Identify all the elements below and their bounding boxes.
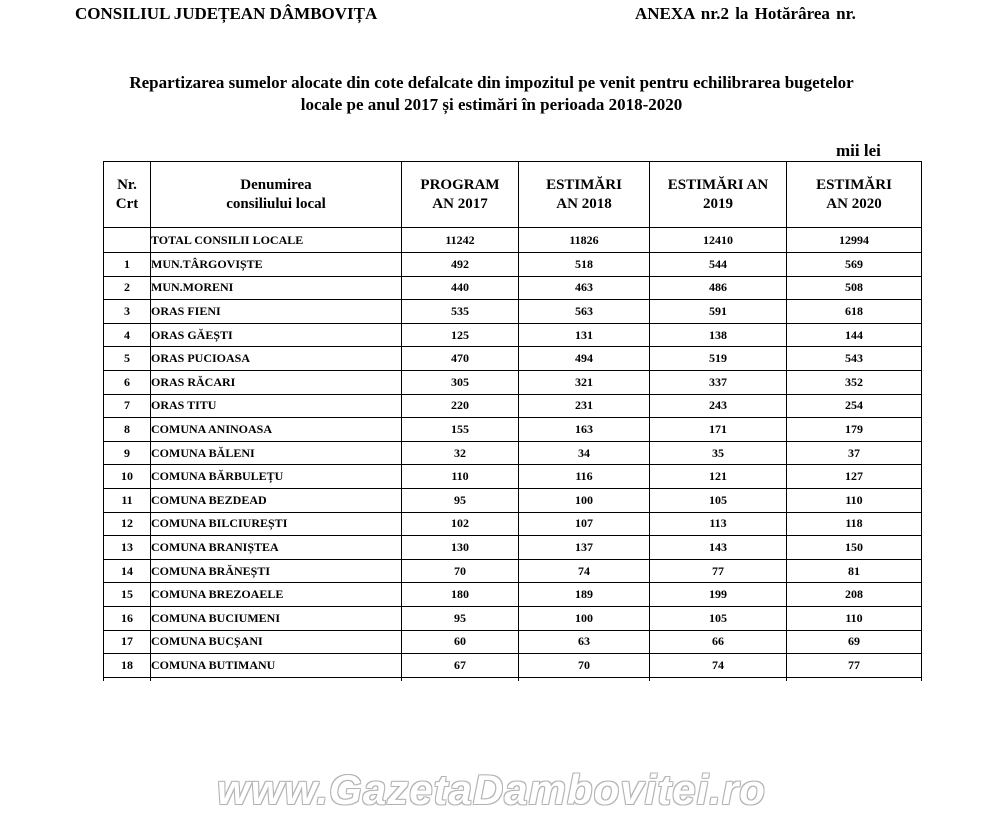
2020-cell: 127	[787, 465, 922, 489]
nr-cell: 11	[104, 488, 151, 512]
continuation-cell	[151, 677, 402, 681]
col-header-name	[151, 162, 402, 228]
nr-cell: 9	[104, 441, 151, 465]
2017-cell: 125	[402, 323, 519, 347]
name-cell: COMUNA BEZDEAD	[151, 488, 402, 512]
name-cell: MUN.TÂRGOVIȘTE	[151, 253, 402, 277]
2018-cell: 463	[519, 276, 650, 300]
unit-label: mii lei	[836, 141, 881, 160]
2019-cell: 486	[650, 276, 787, 300]
table-row	[104, 654, 922, 678]
nr-cell: 12	[104, 512, 151, 536]
table-header-row	[104, 162, 922, 228]
2018-cell: 231	[519, 394, 650, 418]
2019-cell: 243	[650, 394, 787, 418]
2017-cell: 95	[402, 488, 519, 512]
nr-cell: 7	[104, 394, 151, 418]
name-cell: COMUNA BRĂNEȘTI	[151, 559, 402, 583]
2020-cell: 110	[787, 488, 922, 512]
total-2017-cell: 11242	[402, 228, 519, 253]
col-header-2019-line2: 2019	[703, 195, 733, 212]
col-header-2017	[402, 162, 519, 228]
2019-cell: 74	[650, 654, 787, 678]
2020-cell: 77	[787, 654, 922, 678]
name-cell: COMUNA BUTIMANU	[151, 654, 402, 678]
table-row	[104, 441, 922, 465]
document-title	[40, 72, 943, 116]
2019-cell: 105	[650, 488, 787, 512]
table-row	[104, 488, 922, 512]
col-header-2017-line2: AN 2017	[432, 195, 488, 212]
2017-cell: 535	[402, 300, 519, 324]
name-cell: COMUNA BĂLENI	[151, 441, 402, 465]
total-2020-cell: 12994	[787, 228, 922, 253]
col-header-name-line2: consiliului local	[226, 195, 326, 212]
2018-cell: 494	[519, 347, 650, 371]
2019-cell: 544	[650, 253, 787, 277]
col-header-nr-line2: Crt	[115, 195, 139, 212]
2020-cell: 179	[787, 418, 922, 442]
nr-cell: 1	[104, 253, 151, 277]
nr-cell: 16	[104, 606, 151, 630]
annex-reference: ANEXA nr.2 la Hotărârea nr.	[635, 4, 856, 23]
col-header-2020	[787, 162, 922, 228]
table-row	[104, 418, 922, 442]
2018-cell: 100	[519, 488, 650, 512]
table-row	[104, 276, 922, 300]
allocation-table	[103, 161, 922, 681]
2017-cell: 470	[402, 347, 519, 371]
2017-cell: 102	[402, 512, 519, 536]
2017-cell: 155	[402, 418, 519, 442]
2017-cell: 32	[402, 441, 519, 465]
name-cell: COMUNA BĂRBULEȚU	[151, 465, 402, 489]
2019-cell: 35	[650, 441, 787, 465]
2020-cell: 81	[787, 559, 922, 583]
continuation-cell	[519, 677, 650, 681]
2019-cell: 105	[650, 606, 787, 630]
name-cell: ORAS GĂEȘTI	[151, 323, 402, 347]
2017-cell: 492	[402, 253, 519, 277]
table-row	[104, 559, 922, 583]
2017-cell: 70	[402, 559, 519, 583]
2017-cell: 130	[402, 536, 519, 560]
total-row	[104, 228, 922, 253]
2018-cell: 163	[519, 418, 650, 442]
2019-cell: 121	[650, 465, 787, 489]
2019-cell: 138	[650, 323, 787, 347]
2017-cell: 440	[402, 276, 519, 300]
2017-cell: 95	[402, 606, 519, 630]
2018-cell: 107	[519, 512, 650, 536]
col-header-2018-line1: ESTIMĂRI	[546, 176, 622, 193]
total-nr-cell	[104, 228, 151, 253]
2017-cell: 220	[402, 394, 519, 418]
2020-cell: 69	[787, 630, 922, 654]
nr-cell: 14	[104, 559, 151, 583]
name-cell: ORAS RĂCARI	[151, 370, 402, 394]
2018-cell: 563	[519, 300, 650, 324]
table-row	[104, 370, 922, 394]
2019-cell: 113	[650, 512, 787, 536]
table-row	[104, 300, 922, 324]
2018-cell: 518	[519, 253, 650, 277]
col-header-2019-line1: ESTIMĂRI AN	[667, 176, 769, 193]
continuation-cell	[787, 677, 922, 681]
name-cell: COMUNA BUCIUMENI	[151, 606, 402, 630]
continuation-cell	[402, 677, 519, 681]
col-header-2018	[519, 162, 650, 228]
2018-cell: 137	[519, 536, 650, 560]
col-header-2018-line2: AN 2018	[556, 195, 612, 212]
2019-cell: 199	[650, 583, 787, 607]
2019-cell: 519	[650, 347, 787, 371]
total-2019-cell: 12410	[650, 228, 787, 253]
nr-cell: 6	[104, 370, 151, 394]
col-header-name-line1: Denumirea	[240, 176, 312, 193]
nr-cell: 5	[104, 347, 151, 371]
name-cell: ORAS TITU	[151, 394, 402, 418]
2020-cell: 254	[787, 394, 922, 418]
col-header-2020-line2: AN 2020	[826, 195, 882, 212]
2020-cell: 110	[787, 606, 922, 630]
table-continuation-row	[104, 677, 922, 681]
name-cell: ORAS FIENI	[151, 300, 402, 324]
total-2018-cell: 11826	[519, 228, 650, 253]
continuation-cell	[650, 677, 787, 681]
watermark-logo: www.GazetaDambovitei.ro	[217, 766, 766, 813]
name-cell: COMUNA BRANIȘTEA	[151, 536, 402, 560]
2020-cell: 118	[787, 512, 922, 536]
name-cell: COMUNA BREZOAELE	[151, 583, 402, 607]
nr-cell: 13	[104, 536, 151, 560]
name-cell: COMUNA BUCȘANI	[151, 630, 402, 654]
table-row	[104, 583, 922, 607]
2020-cell: 352	[787, 370, 922, 394]
nr-cell: 17	[104, 630, 151, 654]
col-header-2017-line1: PROGRAM	[420, 176, 500, 193]
2019-cell: 591	[650, 300, 787, 324]
nr-cell: 2	[104, 276, 151, 300]
2018-cell: 34	[519, 441, 650, 465]
2019-cell: 66	[650, 630, 787, 654]
nr-cell: 10	[104, 465, 151, 489]
2018-cell: 116	[519, 465, 650, 489]
2017-cell: 60	[402, 630, 519, 654]
2017-cell: 180	[402, 583, 519, 607]
title-line-2: locale pe anul 2017 și estimări în perioada 2018-2020	[300, 95, 683, 114]
name-cell: ORAS PUCIOASA	[151, 347, 402, 371]
title-line-1: Repartizarea sumelor alocate din cote defalcate din impozitul pe venit pentru echilibrarea bugetelor	[129, 73, 854, 92]
2018-cell: 70	[519, 654, 650, 678]
2020-cell: 618	[787, 300, 922, 324]
nr-cell: 15	[104, 583, 151, 607]
table-row	[104, 606, 922, 630]
2019-cell: 171	[650, 418, 787, 442]
nr-cell: 3	[104, 300, 151, 324]
nr-cell: 18	[104, 654, 151, 678]
2019-cell: 77	[650, 559, 787, 583]
2017-cell: 67	[402, 654, 519, 678]
table-row	[104, 630, 922, 654]
2020-cell: 150	[787, 536, 922, 560]
col-header-nr-line1: Nr.	[117, 176, 137, 193]
2018-cell: 74	[519, 559, 650, 583]
2017-cell: 110	[402, 465, 519, 489]
col-header-2019	[650, 162, 787, 228]
2018-cell: 131	[519, 323, 650, 347]
2020-cell: 144	[787, 323, 922, 347]
table-row	[104, 253, 922, 277]
table-row	[104, 394, 922, 418]
name-cell: COMUNA BILCIUREȘTI	[151, 512, 402, 536]
name-cell: COMUNA ANINOASA	[151, 418, 402, 442]
2020-cell: 508	[787, 276, 922, 300]
council-name: CONSILIUL JUDEȚEAN DÂMBOVIȚA	[75, 4, 378, 23]
nr-cell: 4	[104, 323, 151, 347]
col-header-nr	[104, 162, 151, 228]
2018-cell: 189	[519, 583, 650, 607]
2019-cell: 337	[650, 370, 787, 394]
2017-cell: 305	[402, 370, 519, 394]
table-row	[104, 347, 922, 371]
continuation-cell	[104, 677, 151, 681]
nr-cell: 8	[104, 418, 151, 442]
2020-cell: 569	[787, 253, 922, 277]
table-row	[104, 536, 922, 560]
2019-cell: 143	[650, 536, 787, 560]
2018-cell: 321	[519, 370, 650, 394]
table-row	[104, 465, 922, 489]
total-name-cell: TOTAL CONSILII LOCALE	[151, 228, 402, 253]
table-row	[104, 323, 922, 347]
2020-cell: 208	[787, 583, 922, 607]
col-header-2020-line1: ESTIMĂRI	[816, 176, 892, 193]
name-cell: MUN.MORENI	[151, 276, 402, 300]
2018-cell: 100	[519, 606, 650, 630]
2018-cell: 63	[519, 630, 650, 654]
2020-cell: 37	[787, 441, 922, 465]
2020-cell: 543	[787, 347, 922, 371]
table-row	[104, 512, 922, 536]
